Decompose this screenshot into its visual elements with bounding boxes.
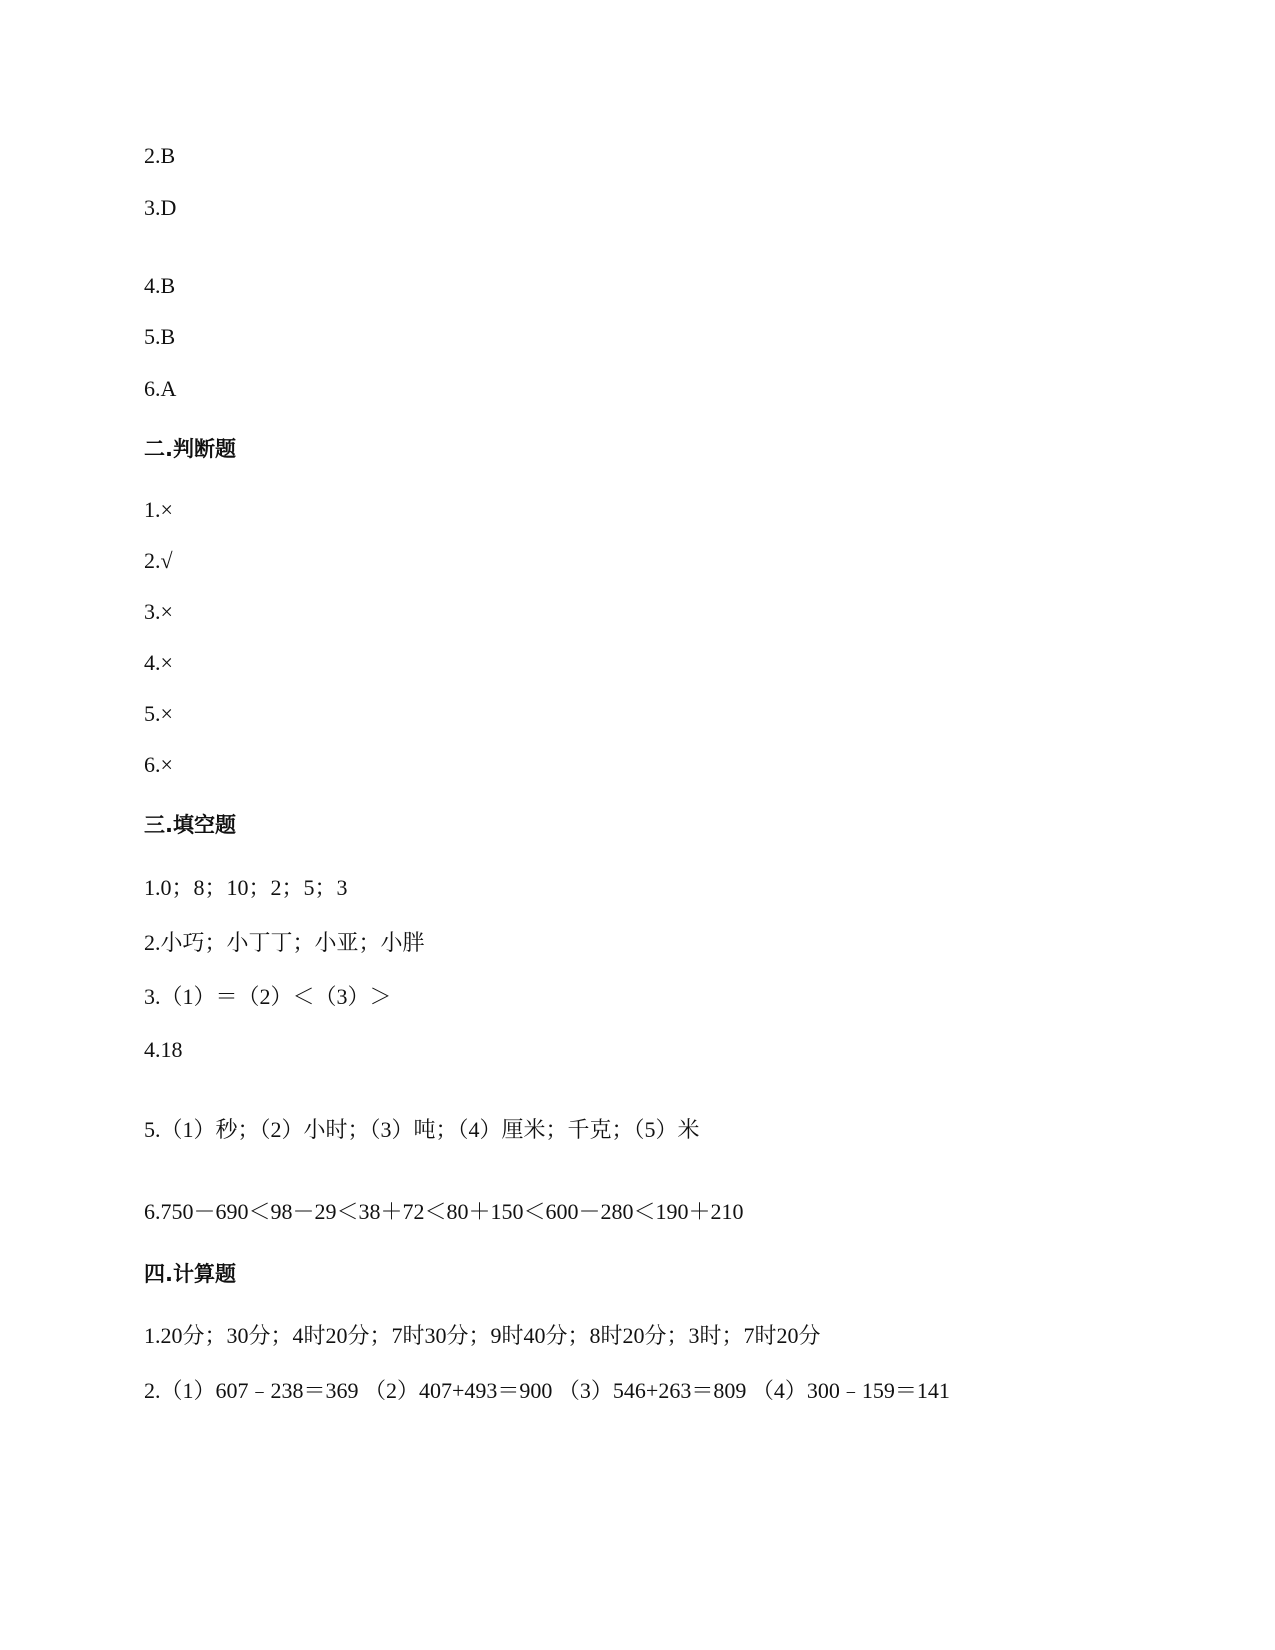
answer-item: 3.（1）＝（2）＜（3）＞ bbox=[144, 984, 392, 1009]
answer-item: 5.B bbox=[144, 324, 176, 349]
answer-item: 4.18 bbox=[144, 1037, 183, 1062]
answer-item: 4.B bbox=[144, 273, 176, 298]
section-heading: 二.判断题 bbox=[144, 437, 236, 461]
section-heading: 三.填空题 bbox=[144, 813, 236, 837]
answer-item: 6.A bbox=[144, 376, 177, 401]
answer-item: 4.× bbox=[144, 650, 173, 675]
answer-item: 6.× bbox=[144, 752, 173, 777]
answer-item: 1.20分；30分；4时20分；7时30分；9时40分；8时20分；3时；7时20分 bbox=[144, 1323, 821, 1348]
answer-item: 2.√ bbox=[144, 548, 173, 573]
answer-item: 2.（1）607﹣238＝369 （2）407+493＝900 （3）546+263＝809 （4）300﹣159＝141 bbox=[144, 1378, 950, 1403]
answer-item: 2.小巧；小丁丁；小亚；小胖 bbox=[144, 930, 425, 955]
answer-item: 1.× bbox=[144, 497, 173, 522]
answer-item: 3.× bbox=[144, 599, 173, 624]
answer-item: 6.750－690＜98－29＜38＋72＜80＋150＜600－280＜190＋210 bbox=[144, 1199, 744, 1224]
answer-item: 3.D bbox=[144, 195, 177, 220]
answer-item: 5.（1）秒；（2）小时；（3）吨；（4）厘米；千克；（5）米 bbox=[144, 1117, 700, 1142]
answer-item: 2.B bbox=[144, 143, 176, 168]
answer-item: 5.× bbox=[144, 701, 173, 726]
answer-item: 1.0；8；10；2；5；3 bbox=[144, 875, 348, 900]
section-heading: 四.计算题 bbox=[144, 1262, 236, 1286]
